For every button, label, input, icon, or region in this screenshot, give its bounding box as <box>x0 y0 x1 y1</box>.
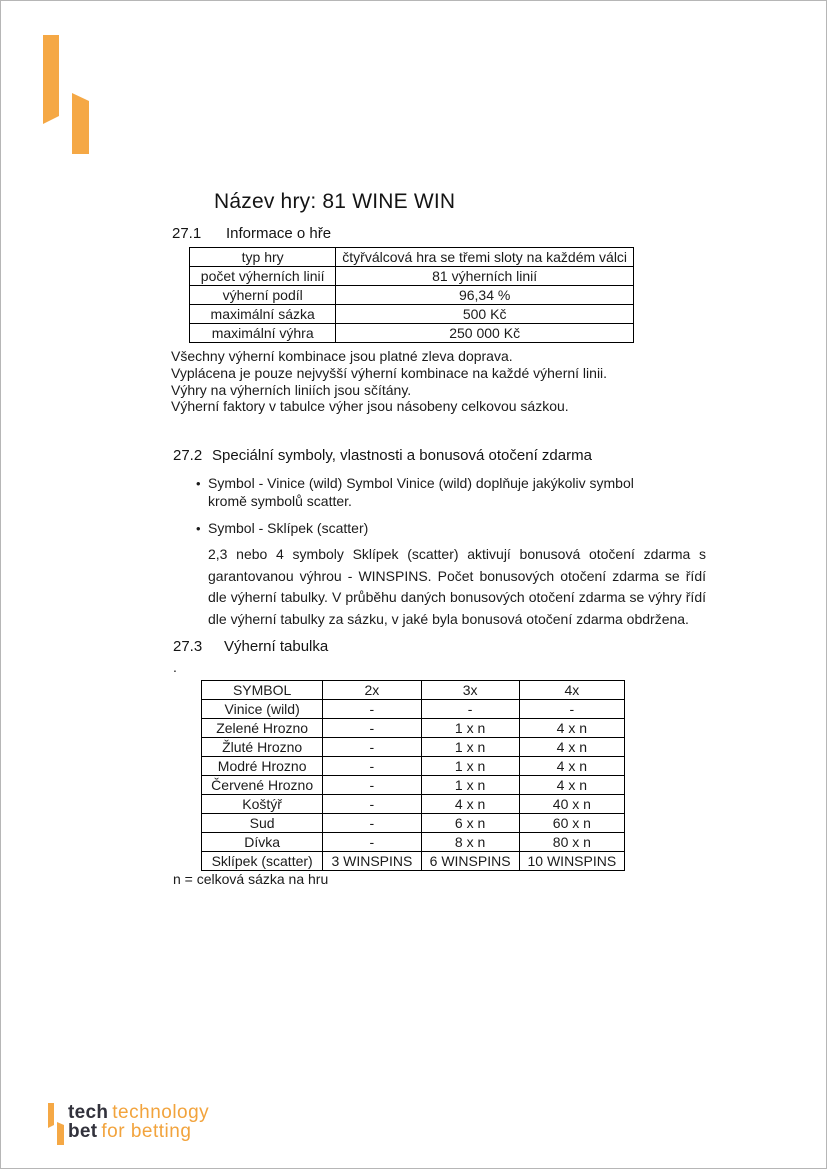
table-row <box>190 267 634 286</box>
table-row <box>202 700 625 719</box>
section-number: 27.2 <box>173 447 203 464</box>
info-cell: 250 000 Kč <box>336 324 634 343</box>
paytable-cell: 60 x n <box>519 814 624 833</box>
paytable-cell: - <box>519 700 624 719</box>
paytable-cell: - <box>323 719 421 738</box>
paytable-note: n = celková sázka na hru <box>173 871 329 887</box>
table-row <box>202 757 625 776</box>
info-table <box>189 247 634 343</box>
table-row <box>190 248 634 267</box>
table-row <box>190 324 634 343</box>
info-cell: výherní podíl <box>190 286 336 305</box>
section-heading-text: Informace o hře <box>226 225 332 242</box>
paytable-cell: 4 x n <box>519 757 624 776</box>
paytable-header-cell: 2x <box>323 681 421 700</box>
rule-line: Všechny výherní kombinace jsou platné zleva doprava. <box>171 348 513 364</box>
table-row <box>202 719 625 738</box>
paytable-cell: Žluté Hrozno <box>202 738 323 757</box>
footer-brand <box>48 1103 209 1146</box>
paytable <box>201 680 625 871</box>
paytable-body <box>202 681 625 871</box>
page-title: Název hry: 81 WINE WIN <box>214 190 456 213</box>
paytable-cell: Sud <box>202 814 323 833</box>
techbet-logo-icon <box>41 33 91 155</box>
paytable-cell: - <box>323 795 421 814</box>
paytable-header-cell: SYMBOL <box>202 681 323 700</box>
info-cell: čtyřválcová hra se třemi sloty na každém válci <box>336 248 634 267</box>
rule-line: Výhry na výherních liniích jsou sčítány. <box>171 381 412 398</box>
paytable-cell: 1 x n <box>421 738 519 757</box>
paytable-cell: 6 WINSPINS <box>421 852 519 871</box>
paytable-cell: - <box>323 776 421 795</box>
bullet-text: Symbol - Vinice (wild) Symbol Vinice (wild) doplňuje jakýkoliv symbol kromě symbolů scatter. <box>208 475 634 509</box>
techbet-logo-small-icon <box>48 1103 65 1146</box>
brand-word-bet: bet <box>68 1121 98 1142</box>
paytable-cell: 4 x n <box>519 719 624 738</box>
table-row <box>202 852 625 871</box>
paytable-cell: 4 x n <box>421 795 519 814</box>
symbol-bullet-list <box>196 475 671 538</box>
rule-line: Vyplácena je pouze nejvyšší výherní kombinace na každé výherní linii. <box>171 364 608 381</box>
rule-line: Výherní faktory v tabulce výher jsou násobeny celkovou sázkou. <box>171 398 569 415</box>
paytable-cell: - <box>421 700 519 719</box>
paytable-cell: 1 x n <box>421 776 519 795</box>
paytable-cell: 80 x n <box>519 833 624 852</box>
section-heading-27-1 <box>172 225 331 242</box>
bullet-item-wild <box>196 475 671 510</box>
winspins-paragraph: 2,3 nebo 4 symboly Sklípek (scatter) aktivují bonusová otočení zdarma s garantovanou výhrou - WINSPINS. Počet bonusových otočení zdarma se řídí dle výherní tabulky. V průběhu daných bonusových otočení zdarma se výhry řídí dle výherní tabulky za sázku, v jaké byla bonusová otočení zdarma obdržena. <box>208 546 706 627</box>
info-cell: 81 výherních linií <box>336 267 634 286</box>
paytable-cell: 4 x n <box>519 738 624 757</box>
section-heading-27-3 <box>173 638 328 655</box>
brand-tagline-1: technology <box>112 1102 210 1123</box>
paytable-cell: - <box>323 700 421 719</box>
brand-word-tech: tech <box>68 1102 109 1123</box>
section-heading-text: Výherní tabulka <box>224 638 329 655</box>
paytable-header-cell: 4x <box>519 681 624 700</box>
table-row <box>190 286 634 305</box>
paytable-cell: 6 x n <box>421 814 519 833</box>
paytable-cell: - <box>323 757 421 776</box>
info-table-body <box>190 248 634 343</box>
info-cell: typ hry <box>190 248 336 267</box>
paytable-header-cell: 3x <box>421 681 519 700</box>
table-row <box>202 795 625 814</box>
paytable-cell: Zelené Hrozno <box>202 719 323 738</box>
paytable-cell: - <box>323 738 421 757</box>
bullet-text: Symbol - Sklípek (scatter) <box>208 520 369 537</box>
paytable-cell: 4 x n <box>519 776 624 795</box>
table-row <box>202 814 625 833</box>
info-cell: maximální sázka <box>190 305 336 324</box>
rules-paragraph <box>171 348 607 415</box>
table-row <box>190 305 634 324</box>
paytable-cell: Červené Hrozno <box>202 776 323 795</box>
brand-tagline-2: for betting <box>101 1121 192 1142</box>
bullet-item-scatter <box>196 520 671 538</box>
section-number: 27.3 <box>173 638 203 655</box>
info-cell: 500 Kč <box>336 305 634 324</box>
section-heading-text: Speciální symboly, vlastnosti a bonusová otočení zdarma <box>212 447 592 464</box>
section-heading-27-2 <box>173 447 592 464</box>
paytable-cell: 3 WINSPINS <box>323 852 421 871</box>
table-row <box>202 738 625 757</box>
stray-dot: . <box>173 659 177 675</box>
footer-wordmark <box>68 1103 209 1141</box>
info-cell: počet výherních linií <box>190 267 336 286</box>
paytable-cell: Dívka <box>202 833 323 852</box>
paytable-cell: - <box>323 833 421 852</box>
paytable-cell: Koštýř <box>202 795 323 814</box>
table-row <box>202 681 625 700</box>
paytable-cell: - <box>323 814 421 833</box>
section-number: 27.1 <box>172 225 202 242</box>
info-cell: 96,34 % <box>336 286 634 305</box>
bullet-marker: • <box>196 521 201 537</box>
paytable-cell: 10 WINSPINS <box>519 852 624 871</box>
paytable-cell: Vinice (wild) <box>202 700 323 719</box>
paytable-cell: Sklípek (scatter) <box>202 852 323 871</box>
paytable-cell: 8 x n <box>421 833 519 852</box>
paytable-cell: Modré Hrozno <box>202 757 323 776</box>
paytable-cell: 1 x n <box>421 719 519 738</box>
info-cell: maximální výhra <box>190 324 336 343</box>
bullet-marker: • <box>196 476 201 491</box>
table-row <box>202 776 625 795</box>
paytable-cell: 1 x n <box>421 757 519 776</box>
table-row <box>202 833 625 852</box>
paytable-cell: 40 x n <box>519 795 624 814</box>
